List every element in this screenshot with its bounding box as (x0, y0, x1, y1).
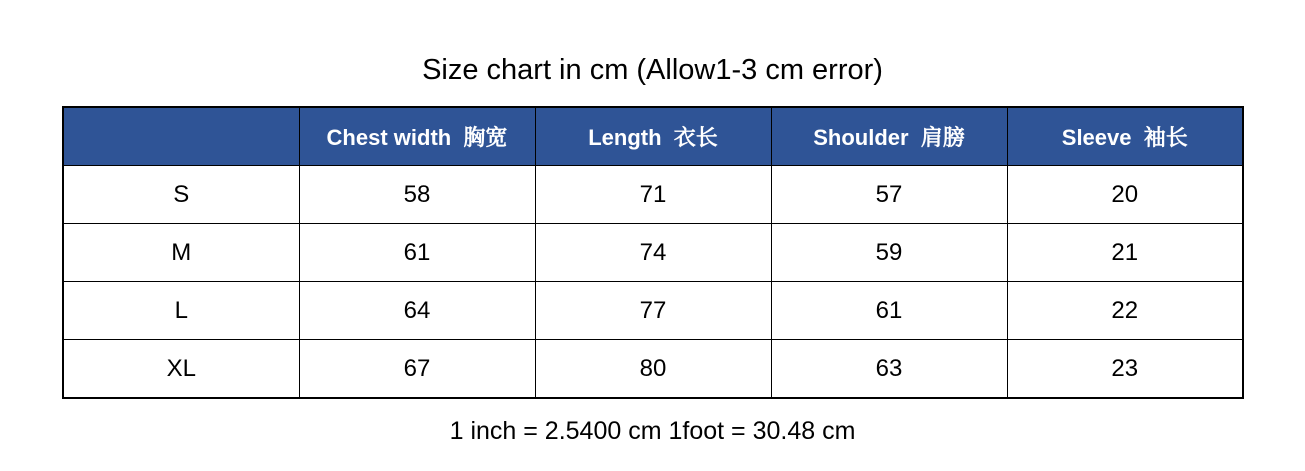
size-label-cell: XL (63, 340, 299, 398)
sleeve-value-cell: 22 (1007, 282, 1243, 340)
shoulder-value-cell: 63 (771, 340, 1007, 398)
header-cell-chest-width: Chest width 胸宽 (299, 107, 535, 166)
unit-conversion-note: 1 inch = 2.5400 cm 1foot = 30.48 cm (449, 416, 856, 445)
size-chart-page (0, 53, 1305, 471)
chest-value-cell: 58 (299, 166, 535, 224)
size-label-cell: M (63, 224, 299, 282)
size-label-cell: L (63, 282, 299, 340)
header-cell-sleeve: Sleeve 袖长 (1007, 107, 1243, 166)
chest-value-cell: 67 (299, 340, 535, 398)
table-row-xl (63, 340, 1243, 398)
sleeve-value-cell: 23 (1007, 340, 1243, 398)
length-value-cell: 77 (535, 282, 771, 340)
page-title: Size chart in cm (Allow1-3 cm error) (422, 54, 883, 86)
table-header (63, 107, 1243, 166)
length-value-cell: 74 (535, 224, 771, 282)
chest-value-cell: 61 (299, 224, 535, 282)
size-label-cell: S (63, 166, 299, 224)
shoulder-value-cell: 57 (771, 166, 1007, 224)
shoulder-value-cell: 61 (771, 282, 1007, 340)
table-body (63, 166, 1243, 398)
length-value-cell: 71 (535, 166, 771, 224)
shoulder-value-cell: 59 (771, 224, 1007, 282)
table-row-l (63, 282, 1243, 340)
header-cell-shoulder: Shoulder 肩膀 (771, 107, 1007, 166)
chest-value-cell: 64 (299, 282, 535, 340)
table-row-s (63, 166, 1243, 224)
header-cell-length: Length 衣长 (535, 107, 771, 166)
sleeve-value-cell: 21 (1007, 224, 1243, 282)
header-cell-size (63, 107, 299, 166)
size-chart-table (62, 106, 1244, 399)
length-value-cell: 80 (535, 340, 771, 398)
table-header-row (63, 107, 1243, 166)
sleeve-value-cell: 20 (1007, 166, 1243, 224)
table-row-m (63, 224, 1243, 282)
